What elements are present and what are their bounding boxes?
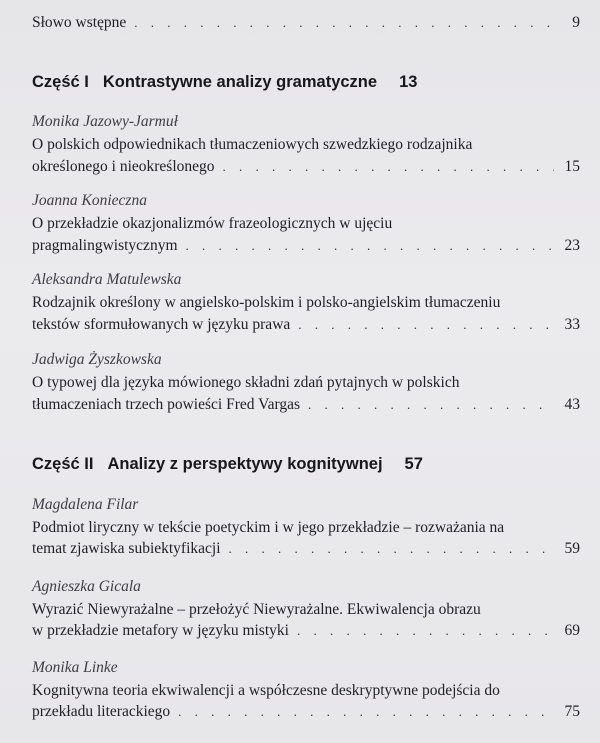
entry-author: Aleksandra Matulewska — [32, 271, 182, 288]
entry-title-line: w przekładzie metafory w języku mistyki — [32, 622, 289, 639]
entry-title-line: temat zjawiska subiektyfikacji — [32, 540, 221, 557]
leader-dots — [178, 702, 554, 722]
leader-dots — [223, 157, 554, 177]
entry-title-line: tekstów sformułowanych w języku prawa — [32, 316, 291, 333]
leader-dots — [134, 13, 554, 33]
page-number: 9 — [572, 14, 580, 31]
entry-title-line[interactable]: Kognitywna teoria ekwiwalencji a współczesne deskryptywne podejścia do — [32, 682, 500, 699]
leader-dots — [229, 539, 554, 559]
toc-entry-line[interactable] — [32, 702, 580, 722]
toc-entry-line[interactable] — [32, 621, 580, 641]
toc-entry-line[interactable] — [32, 539, 580, 559]
page-number: 43 — [564, 396, 580, 413]
page-number: 69 — [564, 622, 580, 639]
entry-title-line[interactable]: O polskich odpowiednikach tłumaczeniowych szwedzkiego rodzajnika — [32, 136, 473, 153]
toc-entry-preface[interactable] — [32, 13, 580, 33]
part-page-number: 57 — [404, 455, 423, 473]
entry-title-line: określonego i nieokreślonego — [32, 158, 215, 175]
entry-author: Jadwiga Żyszkowska — [32, 351, 162, 368]
entry-title-line[interactable]: Wyrazić Niewyrażalne – przełożyć Niewyrażalne. Ekwiwalencja obrazu — [32, 601, 481, 618]
entry-author: Monika Linke — [32, 659, 118, 676]
page-number: 23 — [564, 237, 580, 254]
toc-entry-line[interactable] — [32, 157, 580, 177]
entry-author: Monika Jazowy-Jarmuł — [32, 113, 178, 130]
entry-title-line: tłumaczeniach trzech powieści Fred Vargas — [32, 396, 300, 413]
leader-dots — [308, 395, 554, 415]
entry-title-line[interactable]: O typowej dla języka mówionego składni zdań pytajnych w polskich — [32, 374, 460, 391]
leader-dots — [298, 315, 554, 335]
toc-entry-line[interactable] — [32, 236, 580, 256]
entry-author: Agnieszka Gicala — [32, 578, 141, 595]
entry-author: Joanna Konieczna — [32, 192, 147, 209]
entry-title-line[interactable]: O przekładzie okazjonalizmów frazeologicznych w ujęciu — [32, 215, 393, 232]
toc-entry-line[interactable] — [32, 315, 580, 335]
toc-entry-line[interactable] — [32, 395, 580, 415]
entry-title-line[interactable]: Podmiot liryczny w tekście poetyckim i w jego przekładzie – rozważania na — [32, 519, 505, 536]
entry-title-line[interactable]: Rodzajnik określony w angielsko-polskim i polsko-angielskim tłumaczeniu — [32, 294, 501, 311]
part-title: Analizy z perspektywy kognitywnej — [107, 455, 383, 473]
page-number: 75 — [564, 703, 580, 720]
entry-title-line: pragmalingwistycznym — [32, 237, 178, 254]
page-number: 59 — [564, 540, 580, 557]
page-number: 33 — [564, 316, 580, 333]
entry-author: Magdalena Filar — [32, 496, 139, 513]
part-label: Część II — [32, 455, 94, 473]
leader-dots — [186, 236, 555, 256]
part-page-number: 13 — [399, 73, 418, 91]
page-number: 15 — [564, 158, 580, 175]
entry-title-line: przekładu literackiego — [32, 703, 171, 720]
part-heading-1[interactable] — [32, 71, 417, 93]
entry-title: Słowo wstępne — [32, 14, 127, 31]
leader-dots — [297, 621, 554, 641]
part-title: Kontrastywne analizy gramatyczne — [102, 73, 378, 91]
part-label: Część I — [32, 73, 89, 91]
part-heading-2[interactable] — [32, 453, 423, 475]
